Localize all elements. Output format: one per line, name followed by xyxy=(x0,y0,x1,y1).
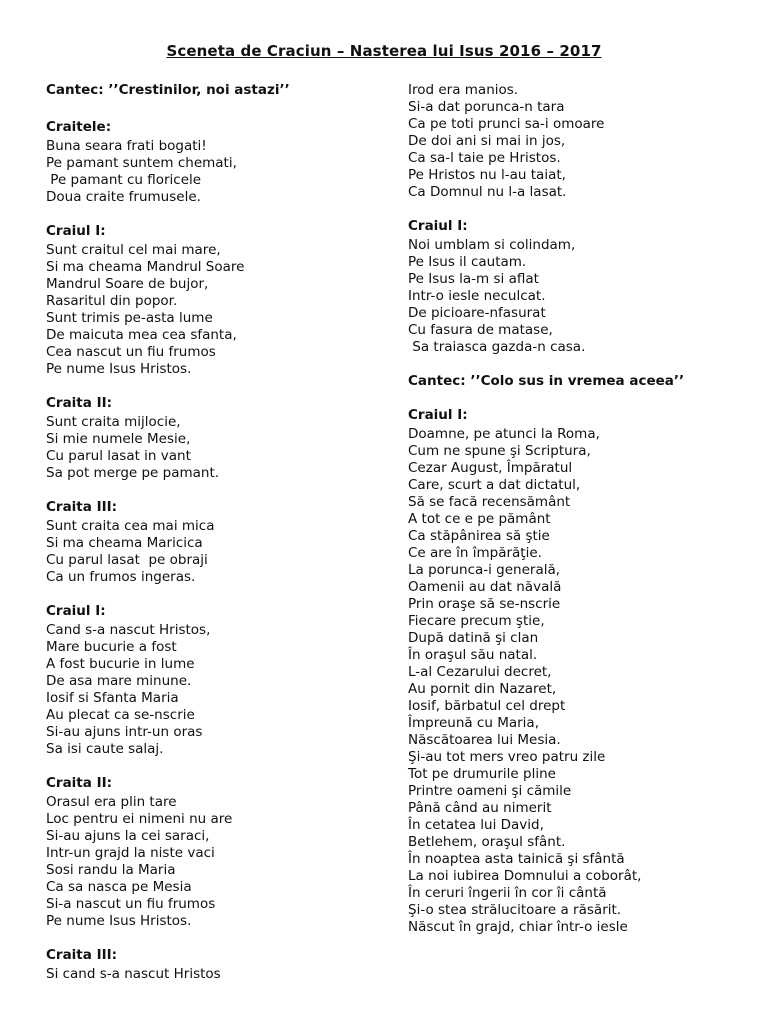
verse-line: Sunt craita mijlocie, xyxy=(46,414,181,430)
left-column xyxy=(46,82,376,1000)
stanza xyxy=(46,947,376,983)
verse-line: Si-au ajuns intr-un oras xyxy=(46,724,203,740)
verse-line: Tot pe drumurile pline xyxy=(408,766,556,782)
page-title: Sceneta de Craciun – Nasterea lui Isus 2016 – 2017 xyxy=(166,42,602,60)
verse-line: Pe Hristos nu l-au taiat, xyxy=(408,167,566,183)
stanza-heading: Cantec: ’’Crestinilor, noi astazi’’ xyxy=(46,82,290,98)
stanza xyxy=(408,407,738,936)
stanza-heading: Craita III: xyxy=(46,947,118,963)
verse-line: Cea nascut un fiu frumos xyxy=(46,344,216,360)
verse-line: Cezar August, Împăratul xyxy=(408,460,573,476)
verse-line: Să se facă recensământ xyxy=(408,494,571,510)
verse-line: Cu parul lasat pe obraji xyxy=(46,552,208,568)
verse-line: Irod era manios. xyxy=(408,82,519,98)
stanza xyxy=(408,82,738,201)
verse-line: Si cand s-a nascut Hristos xyxy=(46,966,221,982)
verse-line: Şi-au tot mers vreo patru zile xyxy=(408,749,606,765)
verse-line: La noi iubirea Domnului a coborât, xyxy=(408,868,642,884)
verse-line: Împreună cu Maria, xyxy=(408,715,539,731)
stanza xyxy=(46,775,376,930)
verse-line: Cu parul lasat in vant xyxy=(46,448,191,464)
verse-line: După datină şi clan xyxy=(408,630,539,646)
verse-line: Si-a dat porunca-n tara xyxy=(408,99,565,115)
stanza-heading: Craita II: xyxy=(46,775,113,791)
verse-line: Născut în grajd, chiar într-o iesle xyxy=(408,919,628,935)
verse-line: Orasul era plin tare xyxy=(46,794,177,810)
stanza-heading: Craiul I: xyxy=(408,218,468,234)
verse-line: La porunca-i generală, xyxy=(408,562,561,578)
verse-line: Sosi randu la Maria xyxy=(46,862,176,878)
stanza xyxy=(46,119,376,206)
verse-line: Au pornit din Nazaret, xyxy=(408,681,557,697)
verse-line: Si-a nascut un fiu frumos xyxy=(46,896,216,912)
verse-line: A fost bucurie in lume xyxy=(46,656,195,672)
verse-line: Pe pamant suntem chemati, xyxy=(46,155,237,171)
verse-line: De asa mare minune. xyxy=(46,673,192,689)
verse-line: Mandrul Soare de bujor, xyxy=(46,276,209,292)
stanza-heading: Craita II: xyxy=(46,395,113,411)
stanza xyxy=(46,395,376,482)
verse-line: Oamenii au dat năvală xyxy=(408,579,562,595)
verse-line: Sunt trimis pe-asta lume xyxy=(46,310,213,326)
verse-line: Si mie numele Mesie, xyxy=(46,431,191,447)
verse-line: Intr-o iesle neculcat. xyxy=(408,288,546,304)
verse-line: A tot ce e pe pământ xyxy=(408,511,551,527)
verse-line: Betlehem, oraşul sfânt. xyxy=(408,834,566,850)
verse-line: Prin oraşe să se-nscrie xyxy=(408,596,561,612)
verse-line: De picioare-nfasurat xyxy=(408,305,546,321)
verse-line: Care, scurt a dat dictatul, xyxy=(408,477,581,493)
verse-line: Iosif si Sfanta Maria xyxy=(46,690,179,706)
stanza xyxy=(46,603,376,758)
verse-line: Sa pot merge pe pamant. xyxy=(46,465,220,481)
verse-line: Până când au nimerit xyxy=(408,800,552,816)
verse-line: Pe pamant cu floricele xyxy=(46,172,202,188)
verse-line: Sa isi caute salaj. xyxy=(46,741,164,757)
verse-line: Pe Isus la-m si aflat xyxy=(408,271,539,287)
verse-line: Ce are în împărăţie. xyxy=(408,545,542,561)
verse-line: Ca Domnul nu l-a lasat. xyxy=(408,184,567,200)
verse-line: L-al Cezarului decret, xyxy=(408,664,552,680)
verse-line: Buna seara frati bogati! xyxy=(46,138,207,154)
stanza-heading: Craiul I: xyxy=(46,603,106,619)
verse-line: De maicuta mea cea sfanta, xyxy=(46,327,237,343)
verse-line: Pe nume Isus Hristos. xyxy=(46,913,192,929)
verse-line: Pe Isus il cautam. xyxy=(408,254,527,270)
verse-line: Loc pentru ei nimeni nu are xyxy=(46,811,233,827)
stanza-heading: Cantec: ’’Colo sus in vremea aceea’’ xyxy=(408,373,685,389)
verse-line: Ca pe toti prunci sa-i omoare xyxy=(408,116,605,132)
verse-line: Sa traiasca gazda-n casa. xyxy=(408,339,586,355)
stanza xyxy=(408,218,738,356)
verse-line: Sunt craitul cel mai mare, xyxy=(46,242,221,258)
verse-line: Cand s-a nascut Hristos, xyxy=(46,622,211,638)
verse-line: Ca stăpânirea să ştie xyxy=(408,528,550,544)
verse-line: Si ma cheama Maricica xyxy=(46,535,203,551)
verse-line: Şi-o stea strălucitoare a răsărit. xyxy=(408,902,622,918)
verse-line: Cum ne spune şi Scriptura, xyxy=(408,443,591,459)
verse-line: Doua craite frumusele. xyxy=(46,189,201,205)
verse-line: Rasaritul din popor. xyxy=(46,293,178,309)
right-column xyxy=(408,82,738,953)
verse-line: Iosif, bărbatul cel drept xyxy=(408,698,566,714)
verse-line: Pe nume Isus Hristos. xyxy=(46,361,192,377)
stanza xyxy=(46,82,376,99)
verse-line: Noi umblam si colindam, xyxy=(408,237,576,253)
stanza-heading: Craitele: xyxy=(46,119,112,135)
verse-line: În ceruri îngerii în cor îi cântă xyxy=(408,885,607,901)
stanza-heading: Craita III: xyxy=(46,499,118,515)
verse-line: Ca sa-l taie pe Hristos. xyxy=(408,150,561,166)
verse-line: Si ma cheama Mandrul Soare xyxy=(46,259,245,275)
verse-line: În noaptea asta tainică şi sfântă xyxy=(408,851,625,867)
stanza-heading: Craiul I: xyxy=(46,223,106,239)
verse-line: Printre oameni şi cămile xyxy=(408,783,572,799)
verse-line: Cu fasura de matase, xyxy=(408,322,553,338)
verse-line: În oraşul său natal. xyxy=(408,647,538,663)
verse-line: Au plecat ca se-nscrie xyxy=(46,707,195,723)
verse-line: Fiecare precum ştie, xyxy=(408,613,545,629)
verse-line: Ca un frumos ingeras. xyxy=(46,569,196,585)
stanza-heading: Craiul I: xyxy=(408,407,468,423)
verse-line: Născătoarea lui Mesia. xyxy=(408,732,561,748)
verse-line: Intr-un grajd la niste vaci xyxy=(46,845,215,861)
verse-line: În cetatea lui David, xyxy=(408,817,544,833)
verse-line: Sunt craita cea mai mica xyxy=(46,518,215,534)
verse-line: Mare bucurie a fost xyxy=(46,639,177,655)
verse-line: De doi ani si mai in jos, xyxy=(408,133,566,149)
stanza xyxy=(408,373,738,390)
verse-line: Ca sa nasca pe Mesia xyxy=(46,879,192,895)
stanza xyxy=(46,499,376,586)
verse-line: Si-au ajuns la cei saraci, xyxy=(46,828,210,844)
verse-line: Doamne, pe atunci la Roma, xyxy=(408,426,600,442)
stanza xyxy=(46,223,376,378)
